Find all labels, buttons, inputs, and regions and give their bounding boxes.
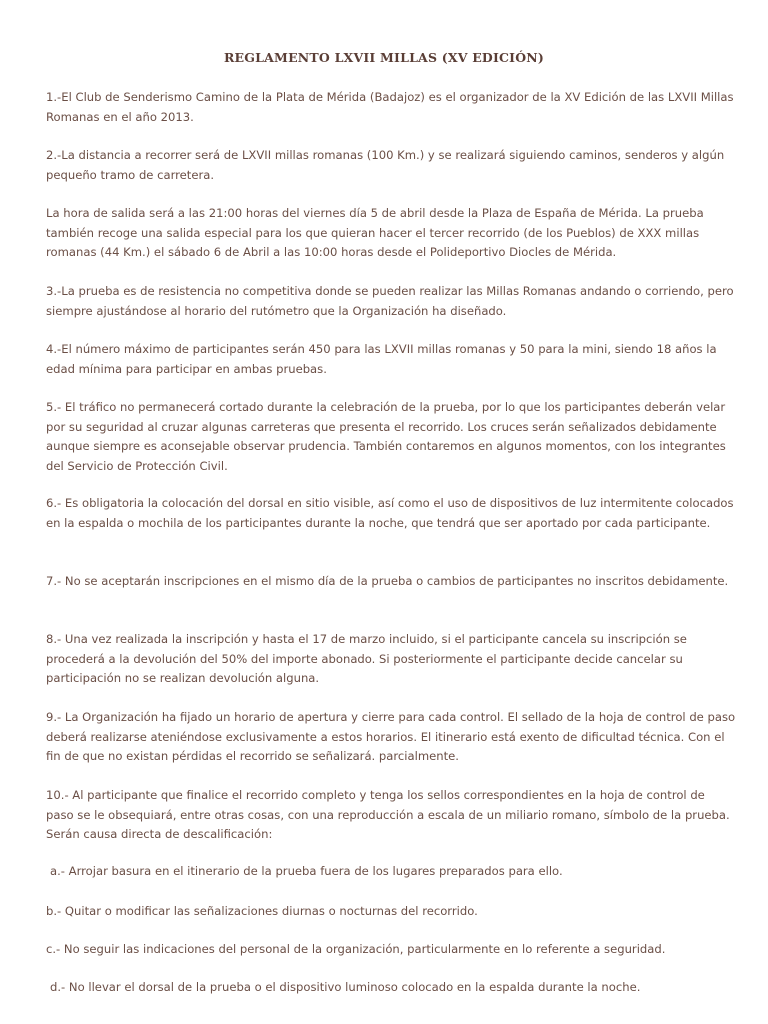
list-item-a: a.- Arrojar basura en el itinerario de la prueba fuera de los lugares preparados para ello. xyxy=(50,864,563,878)
paragraph-8: 8.- Una vez realizada la inscripción y hasta el 17 de marzo incluido, si el participante cancela su inscripción se procederá a la devolución del 50% del importe abonado. Si posteriormente el participante decide cancelar su participación no se realizan devolución alguna. xyxy=(46,632,687,685)
list-item-d: d.- No llevar el dorsal de la prueba o el dispositivo luminoso colocado en la espalda durante la noche. xyxy=(50,980,641,994)
paragraph-start-time: La hora de salida será a las 21:00 horas del viernes día 5 de abril desde la Plaza de España de Mérida. La prueba también recoge una salida especial para los que quieran hacer el tercer recorrido (de los Pueblos) de XXX millas romanas (44 Km.) el sábado 6 de Abril a las 10:00 horas desde el Polideportivo Diocles de Mérida. xyxy=(46,206,704,259)
paragraph-9: 9.- La Organización ha fijado un horario de apertura y cierre para cada control. El sellado de la hoja de control de paso deberá realizarse ateniéndose exclusivamente a estos horarios. El itinerario está exento de dificultad técnica. Con el fin de que no existan pérdidas el recorrido se señalizará. parcialmente. xyxy=(46,710,736,763)
paragraph-6: 6.- Es obligatoria la colocación del dorsal en sitio visible, así como el uso de dispositivos de luz intermitente colocados en la espalda o mochila de los participantes durante la noche, que tendrá que ser aportado por cada participante. xyxy=(46,496,734,530)
list-item-c: c.- No seguir las indicaciones del personal de la organización, particularmente en lo referente a seguridad. xyxy=(46,942,666,956)
paragraph-5: 5.- El tráfico no permanecerá cortado durante la celebración de la prueba, por lo que los participantes deberán velar por su seguridad al cruzar algunas carreteras que presenta el recorrido. Los cruces serán señalizados debidamente aunque siempre es aconsejable observar prudencia. También contaremos en algunos momentos, con los integrantes del Servicio de Protección Civil. xyxy=(46,400,726,473)
paragraph-4: 4.-El número máximo de participantes serán 450 para las LXVII millas romanas y 50 para la mini, siendo 18 años la edad mínima para participar en ambas pruebas. xyxy=(46,342,717,376)
paragraph-7: 7.- No se aceptarán inscripciones en el mismo día de la prueba o cambios de participantes no inscritos debidamente. xyxy=(46,574,729,588)
paragraph-1: 1.-El Club de Senderismo Camino de la Plata de Mérida (Badajoz) es el organizador de la XV Edición de las LXVII Millas Romanas en el año 2013. xyxy=(46,90,734,124)
list-item-b: b.- Quitar o modificar las señalizaciones diurnas o nocturnas del recorrido. xyxy=(46,904,478,918)
paragraph-2: 2.-La distancia a recorrer será de LXVII millas romanas (100 Km.) y se realizará siguiendo caminos, senderos y algún pequeño tramo de carretera. xyxy=(46,148,725,182)
paragraph-3: 3.-La prueba es de resistencia no competitiva donde se pueden realizar las Millas Romanas andando o corriendo, pero siempre ajustándose al horario del rutómetro que la Organización ha diseñado. xyxy=(46,284,734,318)
document-title: REGLAMENTO LXVII MILLAS (XV EDICIÓN) xyxy=(223,50,545,65)
paragraph-10: 10.- Al participante que finalice el recorrido completo y tenga los sellos correspondientes en la hoja de control de paso se le obsequiará, entre otras cosas, con una reproducción a escala de un miliario romano, símbolo de la prueba. Serán causa directa de descalificación: xyxy=(46,788,730,841)
